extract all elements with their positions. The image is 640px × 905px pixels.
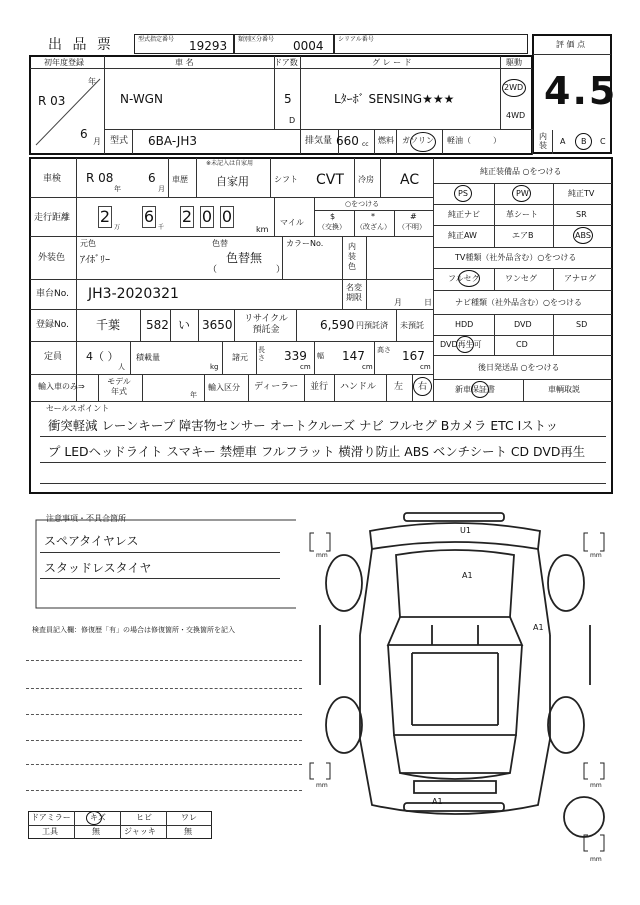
handle-right-circle [413,377,432,396]
drive-2wd: 2WD [504,83,524,92]
pw-circle [512,185,531,202]
model-no: 19293 [189,39,228,53]
note-item: スタッドレスタイヤ [44,561,152,575]
abs-circle [573,227,593,244]
mileage-digit: 2 [99,207,111,226]
damage-mark: A1 [462,571,473,580]
warranty-circle [471,381,489,398]
model-no-cell: 型式指定番号 19293 [134,34,234,54]
drive-4wd: 4WD [506,111,526,120]
inspection-era: R 08 [86,171,114,185]
sales-line-1: 衝突軽減 レーンキープ 障害物センサー オートクルーズ ナビ フルセグ Bカメラ ETC Iストッ [48,418,559,433]
mileage-digit: 2 [181,207,193,226]
vehicle-history: 自家用 [216,175,249,188]
chassis-number: JH3-2020321 [88,286,179,302]
fuel-gasoline: ガソリン [402,136,434,145]
model-type: 6BA-JH3 [148,134,198,148]
reg-class: 582 [146,318,169,332]
category-cell: 類別区分番号 0004 [234,34,334,54]
category-no: 0004 [293,39,324,53]
first-reg-era: R 03 [38,94,66,108]
color-change: 色替無 [226,251,263,265]
fuel-circle [410,132,436,152]
inspection-month: 6 [148,171,156,185]
reg-area: 千葉 [96,318,121,332]
damage-mark: A1 [432,797,443,806]
drive-2wd-circle [502,79,526,97]
mileage-digit: 0 [201,207,213,226]
grade: Lﾀｰﾎﾞ SENSING★★★ [334,92,455,106]
sales-label: セールスポイント [46,404,110,413]
fullseg-circle [458,270,480,287]
displacement: 660 [336,134,359,148]
mileage-digit: 6 [143,207,155,226]
sheet-title: 出 品 票 [48,37,114,53]
dvd-play-circle [456,336,474,353]
capacity-value: 4（ ） [86,350,119,363]
damage-mark: A1 [533,623,544,632]
note-item: スペアタイヤレス [44,534,139,548]
mileage-digit: 0 [221,207,233,226]
interior-grade-circle [575,133,592,150]
width-value: 147 [342,349,365,363]
score-value: 4.5 [544,69,618,113]
door-count: 5 [284,92,292,106]
sales-line-2: プ LEDヘッドライト スマキー 禁煙車 フルフラット 横滑り防止 ABS ベンチシート CD DVD再生 [48,444,586,459]
recycle-amount: 6,590 [320,318,355,332]
scratch-circle [86,811,102,825]
shift-value: CVT [316,172,344,188]
reg-kana: い [178,318,191,332]
damage-mark: U1 [460,526,471,535]
height-value: 167 [402,349,425,363]
original-color: ｱｲﾎﾞﾘｰ [80,255,110,266]
first-reg-month: 6 [80,127,88,141]
ac-value: AC [400,172,420,188]
reg-number: 3650 [202,318,233,332]
car-name: N-WGN [120,92,163,106]
car-damage-diagram [300,505,620,865]
ps-circle [454,185,472,202]
length-value: 339 [284,349,307,363]
serial-cell: シリアル番号 [334,34,528,54]
